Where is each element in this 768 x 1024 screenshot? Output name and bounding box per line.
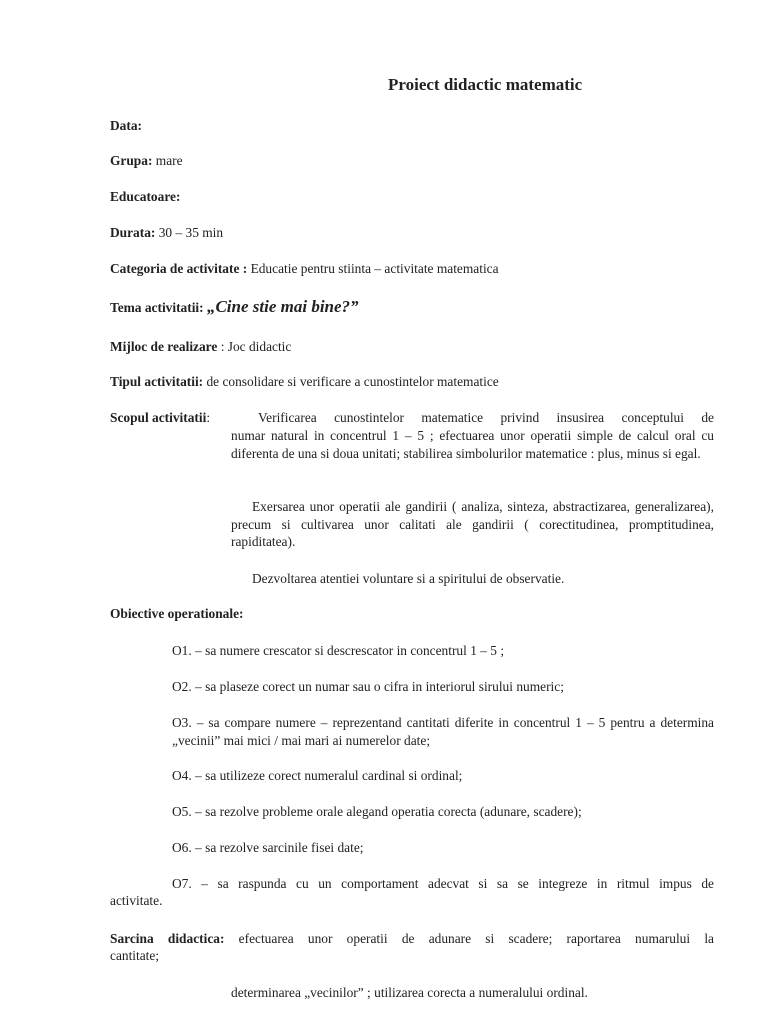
field-educatoare (110, 188, 180, 205)
field-grupa-value: mare (155, 153, 183, 168)
field-categoria-label: Categoria de activitate : (110, 261, 248, 276)
scopul-p1-line1: Verificarea cunostintelor matematice privind insusirea conceptului de (258, 410, 714, 425)
objective-o4: O4. – sa utilizeze corect numeralul cardinal si ordinal; (172, 768, 463, 783)
field-data (110, 117, 142, 134)
obiective-heading: Obiective operationale: (110, 606, 244, 621)
sarcina-line1 (110, 930, 714, 948)
objective-o7-line2: activitate. (110, 893, 163, 908)
field-categoria (110, 260, 499, 277)
sarcina-label: Sarcina didactica: (110, 931, 225, 946)
scopul-p3: Dezvoltarea atentiei voluntare si a spiritului de observatie. (252, 571, 565, 586)
objective-o7-line1: O7. – sa raspunda cu un comportament adecvat si sa se integreze in ritmul impus de (172, 876, 714, 891)
field-tipul-label: Tipul activitatii: (110, 374, 204, 389)
document-title: Proiect didactic matematic (388, 75, 583, 94)
objective-o3: O3. – sa compare numere – reprezentand cantitati diferite in concentrul 1 – 5 pentru a determina „vecinii” mai mici / mai mari ai numerelor date; (172, 715, 714, 748)
field-durata-value: 30 – 35 min (158, 225, 224, 240)
sarcina-line1-text: efectuarea unor operatii de adunare si scadere; raportarea numarului la (238, 931, 714, 946)
field-tema-label: Tema activitatii: (110, 300, 204, 315)
field-mijloc-label: Mijloc de realizare (110, 339, 218, 354)
field-categoria-value: Educatie pentru stiinta – activitate matematica (250, 261, 499, 276)
field-tipul-value: de consolidare si verificare a cunostintelor matematice (206, 374, 499, 389)
field-grupa-label: Grupa: (110, 153, 153, 168)
objective-o1: O1. – sa numere crescator si descrescator in concentrul 1 – 5 ; (172, 643, 505, 658)
objective-o5: O5. – sa rezolve probleme orale alegand operatia corecta (adunare, scadere); (172, 804, 582, 819)
scopul-colon: : (206, 410, 211, 425)
field-educatoare-label: Educatoare: (110, 189, 181, 204)
field-tema (110, 298, 359, 316)
field-grupa (110, 152, 183, 169)
field-tema-value: „Cine stie mai bine?” (206, 297, 359, 316)
field-data-label: Data: (110, 118, 142, 133)
scopul-p1-rest: numar natural in concentrul 1 – 5 ; efectuarea unor operatii simple de calcul oral cu diferenta de una si doua unitati; stabilirea simbolurilor matematice : plus, minus si egal. (231, 428, 714, 461)
field-mijloc (110, 338, 291, 355)
field-mijloc-value: : Joc didactic (220, 339, 292, 354)
scopul-label-line (110, 409, 210, 426)
field-durata-label: Durata: (110, 225, 156, 240)
objective-o6: O6. – sa rezolve sarcinile fisei date; (172, 840, 364, 855)
field-durata (110, 224, 223, 241)
field-tipul (110, 373, 499, 390)
sarcina-line3: determinarea „vecinilor” ; utilizarea corecta a numeralului ordinal. (231, 985, 588, 1000)
sarcina-line2: cantitate; (110, 948, 160, 963)
scopul-p2: Exersarea unor operatii ale gandirii ( analiza, sinteza, abstractizarea, generalizarea), precum si cultivarea unor calitati ale gandirii ( corectitudinea, promptitudinea, rapiditatea). (231, 499, 714, 549)
scopul-label: Scopul activitatii (110, 410, 207, 425)
objective-o2: O2. – sa plaseze corect un numar sau o cifra in interiorul sirului numeric; (172, 679, 564, 694)
